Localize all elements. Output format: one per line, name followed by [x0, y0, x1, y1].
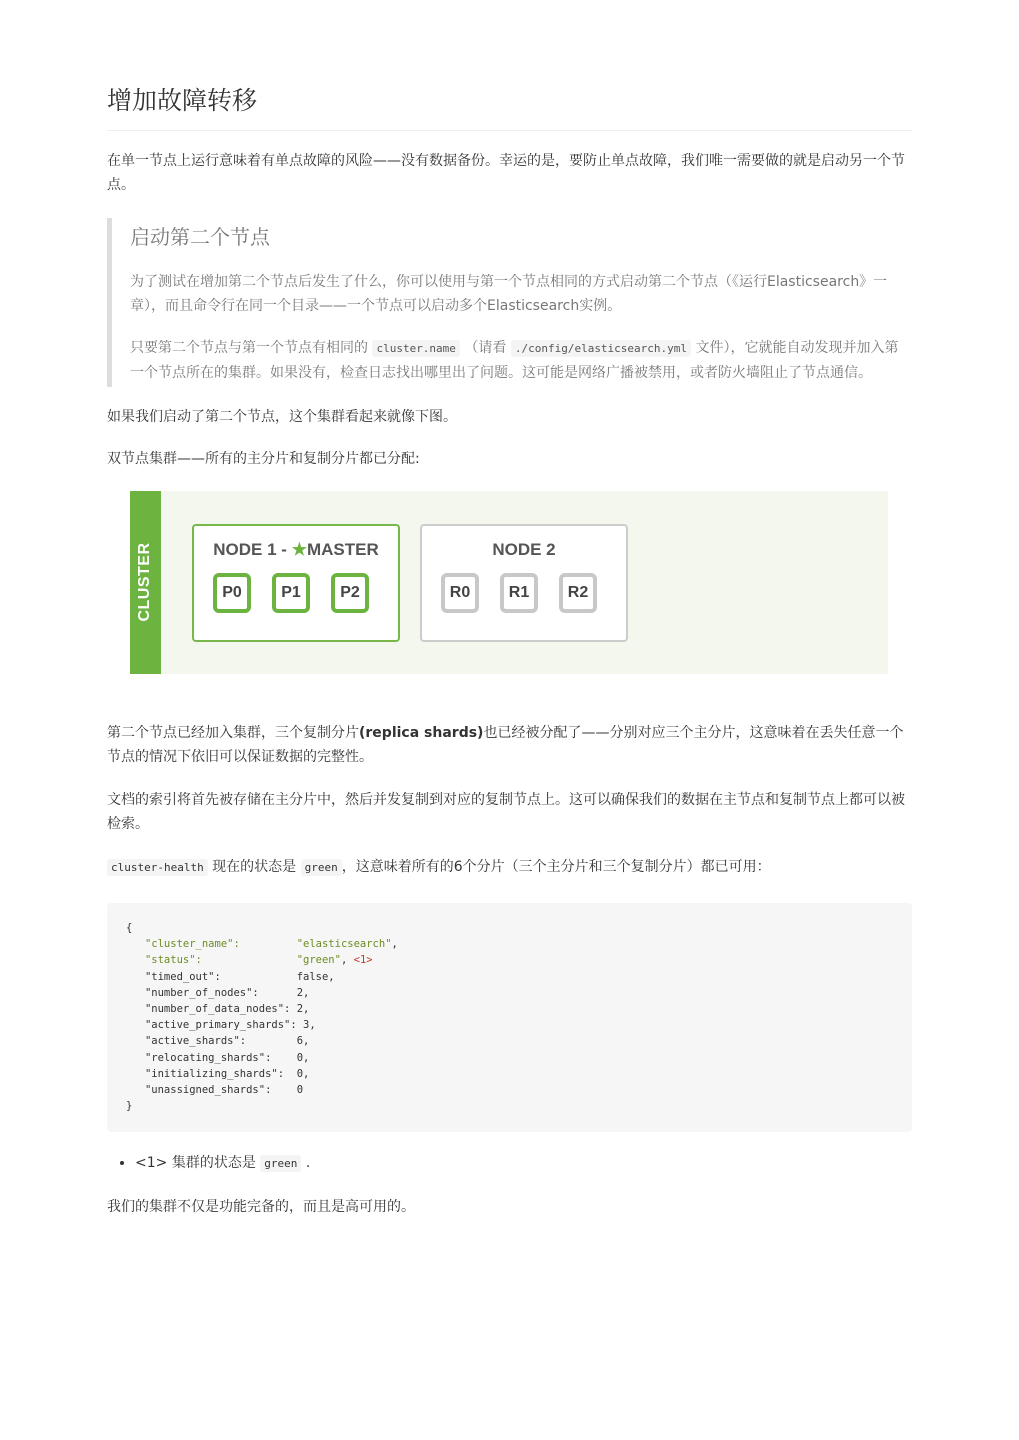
json-line: "number_of_nodes": 2, — [144, 986, 310, 999]
note-text: 文件），它就能自动发现并加入第一个节点所在的集群。如果没有，检查日志找出哪里出了问题。这可能是网络广播被禁用，或者防火墙阻止了节点通信。 — [130, 340, 899, 381]
cluster-name-code: cluster.name — [372, 340, 459, 357]
replica-shard-r2: R2 — [559, 573, 597, 613]
joined-text: 第二个节点已经加入集群，三个复制分片 — [107, 725, 359, 741]
json-value: 0 — [296, 1084, 304, 1097]
callout-text: . — [305, 1155, 311, 1172]
json-line: "status": "green", <1> — [144, 954, 373, 967]
config-path-code: ./config/elasticsearch.yml — [511, 340, 691, 357]
master-label: MASTER — [306, 540, 379, 559]
json-line: "timed_out": false, — [144, 970, 335, 983]
intro-paragraph: 在单一节点上运行意味着有单点故障的风险——没有数据备份。幸运的是，要防止单点故障，我们唯一需要做的就是启动另一个节点。 — [107, 153, 905, 193]
json-value: 0 — [296, 1051, 304, 1064]
json-key: "cluster_name": — [144, 938, 240, 951]
json-line: "relocating_shards": 0, — [144, 1051, 310, 1064]
json-value: 2 — [296, 1003, 304, 1016]
green-code: green — [301, 859, 342, 876]
node-1-title — [194, 540, 398, 560]
json-open-brace: { — [126, 922, 133, 934]
primary-shard-p0: P0 — [213, 573, 251, 613]
health-text: 现在的状态是 — [212, 859, 297, 875]
joined-paragraph — [107, 721, 912, 769]
json-close-brace: } — [126, 1100, 133, 1113]
json-line — [126, 1084, 303, 1096]
cluster-label: CLUSTER — [136, 542, 153, 622]
replica-shard-r1: R1 — [500, 573, 538, 613]
cluster-health-code: cluster-health — [107, 859, 208, 876]
replica-shard-r0: R0 — [441, 573, 479, 613]
callout-list — [107, 1151, 912, 1176]
json-key: "initializing_shards": — [144, 1067, 285, 1080]
json-line: "initializing_shards": 0, — [144, 1067, 310, 1080]
joined-text: 也已经被分配了——分别对应三个主分片，这意味着在丢失任意一个节点的情况下依旧可以保证数据的完整性。 — [107, 725, 904, 765]
note-text: （请看 — [464, 340, 507, 356]
note-blockquote — [107, 218, 912, 387]
json-code-block — [107, 903, 912, 1132]
replica-shards-bold: (replica shards) — [359, 725, 484, 741]
node-1-box — [192, 524, 400, 642]
json-key: "status": — [144, 954, 202, 967]
node-2-title: NODE 2 — [492, 540, 556, 559]
star-icon: ★ — [291, 540, 307, 559]
figure-caption: 双节点集群——所有的主分片和复制分片都已分配: — [107, 451, 420, 467]
json-line: "active_shards": 6, — [144, 1035, 310, 1048]
json-key: "timed_out": — [144, 970, 221, 983]
json-value: 6 — [296, 1035, 304, 1048]
json-key: "number_of_nodes": — [144, 986, 259, 999]
list-item — [135, 1151, 912, 1176]
json-line: "number_of_data_nodes": 2, — [144, 1003, 310, 1016]
json-key: "number_of_data_nodes": — [144, 1003, 291, 1016]
json-value: "elasticsearch" — [296, 938, 392, 951]
json-key: "unassigned_shards": — [144, 1084, 272, 1097]
node-1-label: NODE 1 - — [213, 540, 292, 559]
json-line: "active_primary_shards": 3, — [144, 1019, 316, 1032]
health-text: ，这意味着所有的6个分片（三个主分片和三个复制分片）都已可用： — [341, 859, 771, 875]
json-key: "active_primary_shards": — [144, 1019, 297, 1032]
json-value: 3 — [303, 1019, 310, 1032]
json-rows — [126, 938, 398, 1096]
primary-shard-p1: P1 — [272, 573, 310, 613]
cluster-diagram — [130, 491, 888, 674]
note-paragraph-1: 为了测试在增加第二个节点后发生了什么，你可以使用与第一个节点相同的方式启动第二个节点（《运行Elasticsearch》一章），而且命令行在同一个目录——一个节点可以启动多个Elasticsearch实例。 — [130, 274, 888, 314]
json-line: "cluster_name": "elasticsearch", — [144, 938, 398, 951]
index-paragraph: 文档的索引将首先被存储在主分片中，然后并发复制到对应的复制节点上。这可以确保我们的数据在主节点和复制节点上都可以被检索。 — [107, 792, 905, 832]
json-key: "relocating_shards": — [144, 1051, 272, 1064]
note-paragraph-2 — [130, 336, 912, 385]
cluster-bar — [130, 491, 161, 674]
closing-paragraph: 我们的集群不仅是功能完备的，而且是高可用的。 — [107, 1199, 415, 1216]
article — [107, 82, 912, 1219]
note-heading: 启动第二个节点 — [130, 225, 270, 249]
second-node-paragraph: 如果我们启动了第二个节点，这个集群看起来就像下图。 — [107, 409, 457, 425]
note-text: 只要第二个节点与第一个节点有相同的 — [130, 340, 368, 356]
json-value: false — [296, 970, 329, 983]
json-key: "active_shards": — [144, 1035, 247, 1048]
page-title: 增加故障转移 — [107, 82, 912, 131]
json-value: 2 — [296, 986, 304, 999]
callout-text: <1> 集群的状态是 — [135, 1155, 256, 1172]
json-value: "green" — [296, 954, 341, 967]
primary-shard-p2: P2 — [331, 573, 369, 613]
green-code: green — [260, 1155, 301, 1172]
node-2-box — [420, 524, 628, 642]
callout-marker: <1> — [353, 954, 373, 967]
health-paragraph — [107, 855, 912, 880]
json-value: 0 — [296, 1067, 304, 1080]
